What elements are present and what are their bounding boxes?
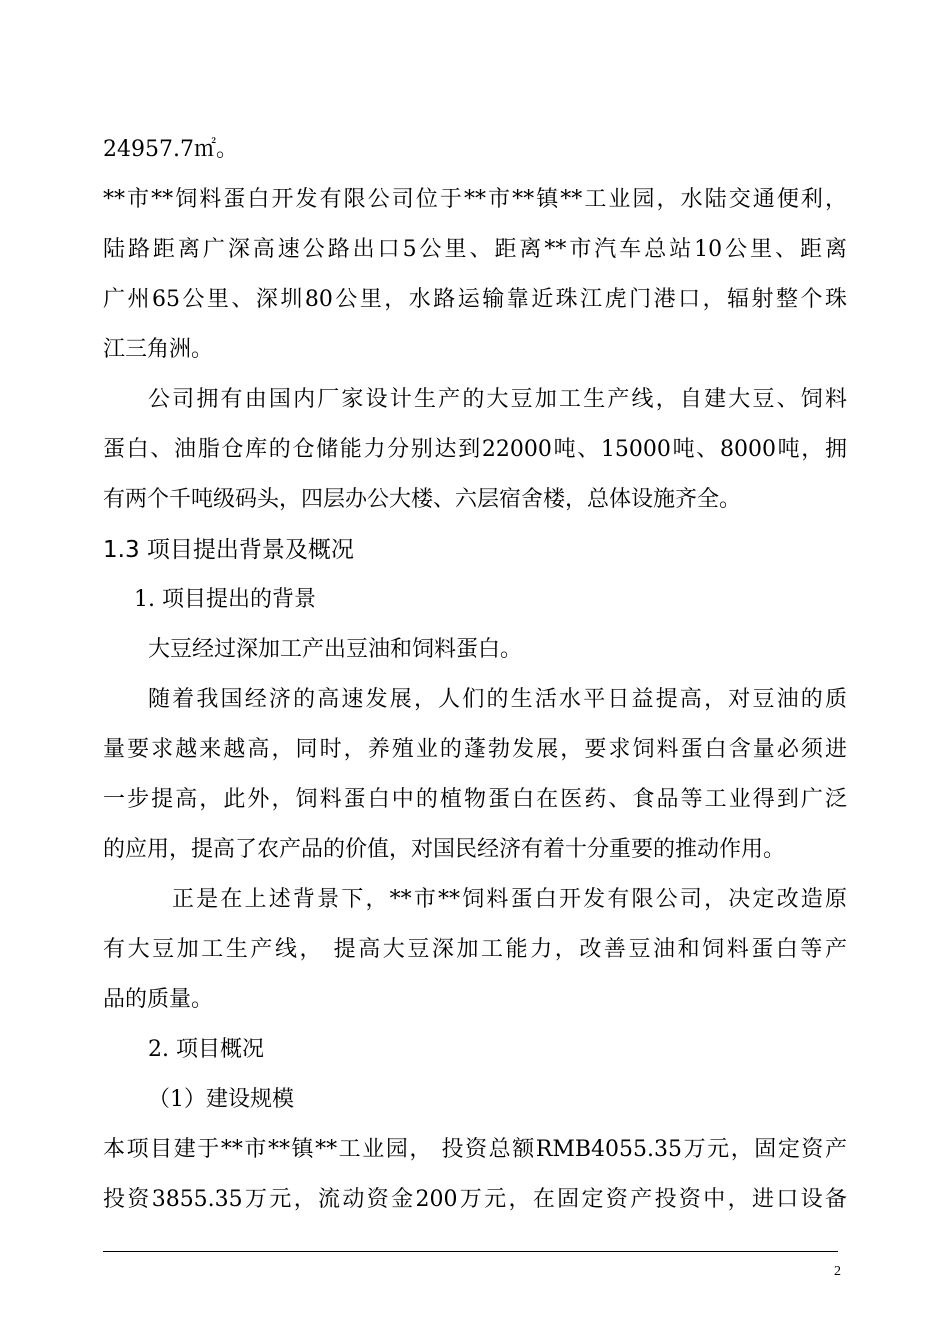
subsection-heading: （1）建设规模	[148, 1087, 294, 1112]
paragraph-line: **市**饲料蛋白开发有限公司位于**市**镇**工业园，水陆交通便利，	[103, 187, 847, 212]
section-heading: 1.3 项目提出背景及概况	[103, 537, 354, 563]
paragraph-line: 随着我国经济的高速发展，人们的生活水平日益提高，对豆油的质	[148, 687, 847, 712]
paragraph-line: 本项目建于**市**镇**工业园， 投资总额RMB4055.35万元，固定资产	[103, 1137, 847, 1162]
paragraph-line: 品的质量。	[103, 987, 214, 1012]
paragraph-line: 广州65公里、深圳80公里，水路运输靠近珠江虎门港口，辐射整个珠	[103, 287, 847, 312]
paragraph-line: 陆路距离广深高速公路出口5公里、距离**市汽车总站10公里、距离	[103, 237, 847, 262]
paragraph-line: 公司拥有由国内厂家设计生产的大豆加工生产线，自建大豆、饲料	[148, 387, 847, 412]
paragraph-line: 24957.7㎡。	[103, 137, 238, 162]
paragraph-line: 蛋白、油脂仓库的仓储能力分别达到22000吨、15000吨、8000吨，拥	[103, 437, 847, 462]
page-number: 2	[834, 1264, 841, 1279]
footer-rule	[103, 1251, 838, 1252]
paragraph-line: 一步提高，此外，饲料蛋白中的植物蛋白在医药、食品等工业得到广泛	[103, 787, 847, 812]
paragraph-line: 有两个千吨级码头，四层办公大楼、六层宿舍楼，总体设施齐全。	[103, 487, 742, 512]
subsection-heading: 1. 项目提出的背景	[134, 587, 316, 612]
paragraph-line: 大豆经过深加工产出豆油和饲料蛋白。	[148, 637, 523, 662]
paragraph-line: 的应用，提高了农产品的价值，对国民经济有着十分重要的推动作用。	[103, 837, 786, 862]
paragraph-line: 有大豆加工生产线， 提高大豆深加工能力，改善豆油和饲料蛋白等产	[103, 937, 847, 962]
paragraph-line: 投资3855.35万元，流动资金200万元，在固定资产投资中，进口设备	[103, 1187, 847, 1212]
paragraph-line: 江三角洲。	[103, 337, 214, 362]
subsection-heading: 2. 项目概况	[148, 1037, 264, 1062]
paragraph-line: 量要求越来越高，同时，养殖业的蓬勃发展，要求饲料蛋白含量必须进	[103, 737, 847, 762]
paragraph-line: 正是在上述背景下，**市**饲料蛋白开发有限公司，决定改造原	[172, 887, 847, 912]
